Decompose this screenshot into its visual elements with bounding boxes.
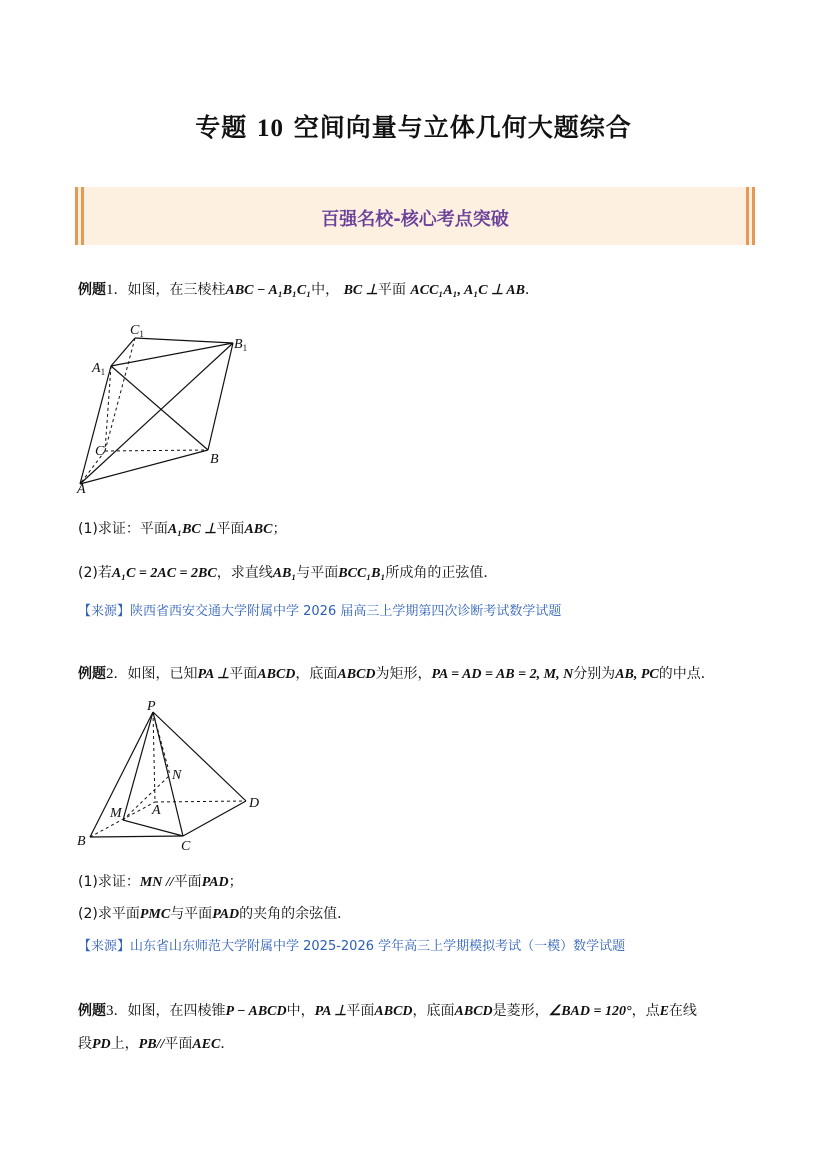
label-B: B [77, 834, 86, 849]
label-C: C [95, 444, 105, 459]
label-C1: $C_1$ [130, 323, 144, 339]
example-1-statement: 例题1．如图，在三棱柱ABC − A₁B₁C₁中， BC ⊥平面 ACC₁A₁, A₁C ⊥ AB． [78, 282, 539, 298]
example-1-part-2: (2)若A₁C = 2AC = 2BC，求直线AB₁与平面BCC₁B₁所成角的正弦值． [78, 565, 498, 581]
example-1-source: 【来源】陕西省西安交通大学附属中学 2026 届高三上学期第四次诊断考试数学试题 [78, 604, 562, 619]
example-3-statement-line-2: 段PD上，PB//平面AEC． [78, 1036, 235, 1052]
label-A1: $A_1$ [92, 361, 106, 377]
page-title: 专题 10 空间向量与立体几何大题综合 [195, 113, 632, 142]
banner-title: 百强名校-核心考点突破 [321, 209, 509, 230]
label-M: M [110, 806, 122, 821]
label-B1: $B_1$ [234, 337, 248, 353]
prism-figure [75, 318, 248, 498]
example-2-source: 【来源】山东省山东师范大学附属中学 2025-2026 学年高三上学期模拟考试（一模）数学试题 [78, 939, 626, 954]
example-1-part-1: (1)求证：平面A₁BC ⊥平面ABC； [78, 521, 287, 537]
pyramid-figure [75, 697, 265, 857]
label-P: P [147, 699, 156, 714]
example-2-statement: 例题2．如图，已知PA ⊥平面ABCD，底面ABCD为矩形，PA = AD = AB = 2, M, N分别为AB, PC的中点． [78, 666, 715, 682]
example-3-statement-line-1: 例题3．如图，在四棱锥P − ABCD中，PA ⊥平面ABCD，底面ABCD是菱形，∠BAD = 120°，点E在线 [78, 1003, 697, 1019]
example-2-part-1: (1)求证：MN //平面PAD； [78, 874, 243, 890]
label-B: B [210, 452, 219, 467]
label-A: A [77, 482, 86, 497]
example-2-part-2: (2)求平面PMC与平面PAD的夹角的余弦值． [78, 906, 352, 922]
section-banner [75, 187, 755, 245]
label-A: A [152, 803, 161, 818]
label-N: N [172, 768, 182, 783]
label-C: C [181, 839, 191, 854]
label-D: D [249, 796, 260, 811]
